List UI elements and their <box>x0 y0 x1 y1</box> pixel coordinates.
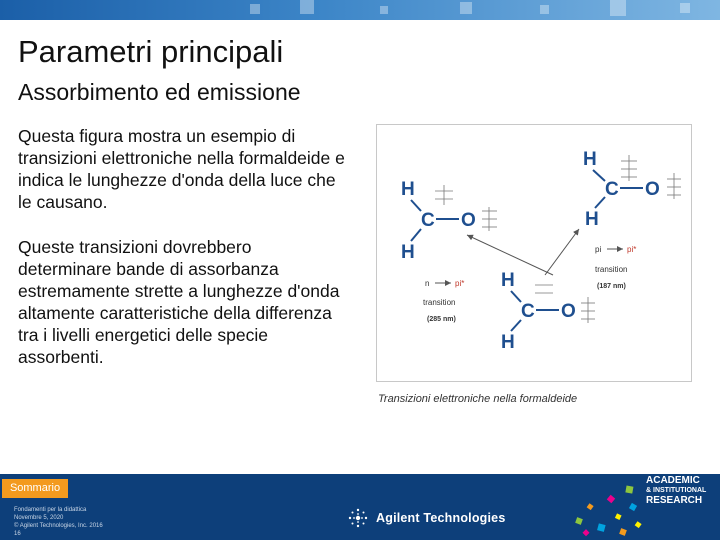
academic-line-3: RESEARCH <box>646 495 703 506</box>
left-transition-from: n <box>425 279 430 288</box>
atom-c: C <box>605 179 619 200</box>
left-transition-label: transition <box>423 298 456 307</box>
right-transition-to: pi* <box>627 245 637 254</box>
right-transition-from: pi <box>595 245 602 254</box>
agilent-spark-icon <box>346 506 370 530</box>
right-transition-label: transition <box>595 265 628 274</box>
atom-h: H <box>401 242 415 263</box>
confetti-decoration <box>570 474 646 540</box>
page-number: 16 <box>14 531 21 537</box>
academic-research-logo <box>646 475 706 506</box>
right-transition-wavelength: (187 nm) <box>597 283 626 290</box>
transitions-diagram <box>377 125 691 381</box>
figure-caption: Transizioni elettroniche nella formaldeide <box>378 393 578 405</box>
atom-c: C <box>521 301 535 322</box>
header-banner <box>0 0 720 20</box>
arrow-to-pi-star-state <box>545 229 579 275</box>
atom-o: O <box>645 179 660 200</box>
atom-c: C <box>421 210 435 231</box>
footer-line-3: © Agilent Technologies, Inc. 2016 <box>14 523 103 529</box>
atom-h: H <box>583 149 597 170</box>
academic-line-2: & INSTITUTIONAL <box>646 487 707 494</box>
molecule-pi-star-state <box>583 149 681 230</box>
left-transition-to: pi* <box>455 279 465 288</box>
footer-line-2: Novembre 5, 2020 <box>14 515 64 521</box>
left-transition <box>423 279 464 323</box>
left-transition-wavelength: (285 nm) <box>427 316 456 323</box>
agilent-logo <box>346 506 505 530</box>
agilent-brand-text: Agilent Technologies <box>376 511 506 525</box>
sommario-button[interactable]: Sommario <box>2 479 68 498</box>
arrow-to-ground-state <box>467 235 553 275</box>
footer-info <box>14 506 103 538</box>
atom-h: H <box>501 332 515 353</box>
atom-o: O <box>461 210 476 231</box>
slide-subtitle: Assorbimento ed emissione <box>18 79 301 105</box>
footer-line-1: Fondamenti per la didattica <box>14 507 87 513</box>
body-paragraph-1: Questa figura mostra un esempio di transizioni elettroniche nella formaldeide e indica le lunghezze d'onda della luce che le causano. <box>18 126 345 212</box>
right-transition <box>595 245 636 290</box>
slide-title: Parametri principali <box>18 34 284 69</box>
molecule-n-pi-star-state <box>501 270 595 353</box>
molecule-ground-state <box>401 179 497 263</box>
academic-line-1: ACADEMIC <box>646 475 700 486</box>
body-paragraph-2: Queste transizioni dovrebbero determinare bande di assorbanza estremamente strette a lunghezze d'onda altamente caratteristiche della differenza tra i livelli energetici delle specie assorbenti. <box>18 237 340 367</box>
atom-h: H <box>501 270 515 291</box>
atom-o: O <box>561 301 576 322</box>
atom-h: H <box>401 179 415 200</box>
atom-h: H <box>585 209 599 230</box>
formaldehyde-figure <box>376 124 692 382</box>
